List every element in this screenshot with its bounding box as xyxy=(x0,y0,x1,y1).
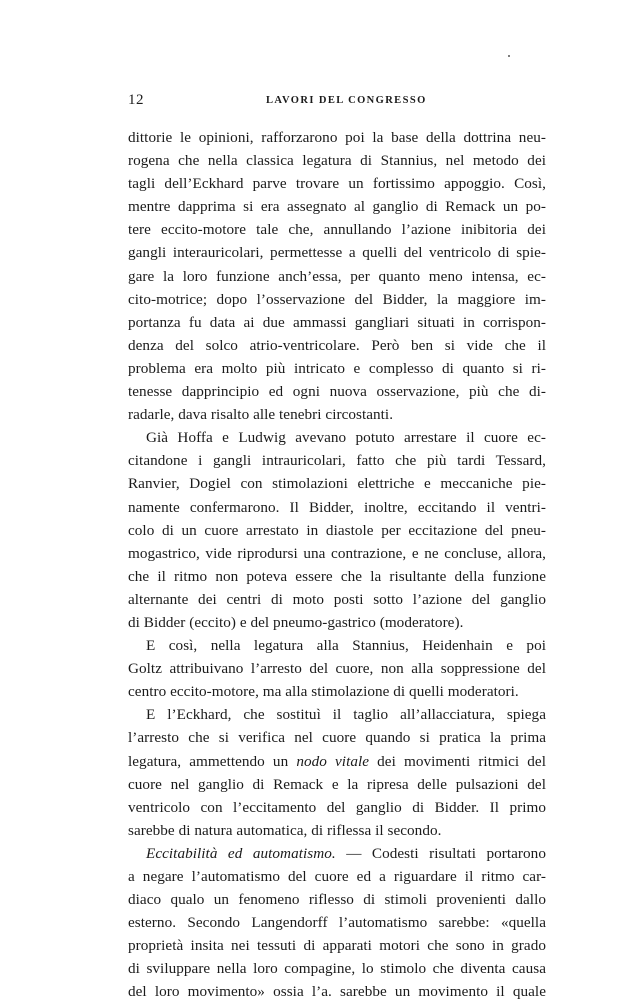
paragraph-start-line: E così, nella legatura alla Stannius, Heidenhain e poi xyxy=(146,637,546,655)
text-line: gare la loro funzione anch’essa, per quanto meno intensa, ec- xyxy=(128,267,546,285)
paper-speck xyxy=(508,55,510,57)
text-line: del loro movimento» ossia l’a. sarebbe un movimento il quale xyxy=(128,983,546,1001)
text-line: denza del solco atrio-ventricolare. Però ben si vide che il xyxy=(128,336,546,354)
text-line: portanza fu data ai due ammassi gangliari situati in corrispon- xyxy=(128,313,546,331)
text-line: tenesse dapprincipio ed ogni nuova osservazione, più che di- xyxy=(128,383,546,401)
text-segment: legatura, ammettendo un xyxy=(128,752,289,770)
paragraph-end-line: centro eccito-motore, ma alla stimolazione di quelli moderatori. xyxy=(128,683,519,701)
text-line: mogastrico, vide riprodursi una contrazione, e ne concluse, allora, xyxy=(128,544,546,562)
text-line: alternante dei centri di moto posti sotto l’azione del ganglio xyxy=(128,590,546,608)
text-line: dittorie le opinioni, rafforzarono poi la base della dottrina neu- xyxy=(128,129,546,146)
text-line: problema era molto più intricato e complesso di quanto si ri- xyxy=(128,359,546,377)
page-number: 12 xyxy=(128,92,144,108)
text-line: mentre dapprima si era assegnato al ganglio di Remack un po- xyxy=(128,198,546,216)
text-line: diaco qualo un fenomeno riflesso di stimoli provenienti dallo xyxy=(128,891,546,909)
text-line-with-emphasis xyxy=(128,750,546,773)
body-text xyxy=(128,126,546,1004)
text-line: esterno. Secondo Langendorff l’automatismo sarebbe: «quella xyxy=(128,914,546,932)
text-line: rogena che nella classica legatura di Stannius, nel metodo dei xyxy=(128,152,546,170)
text-line: tere eccito-motore tale che, annullando l’azione inibitoria dei xyxy=(128,221,546,239)
italic-term: nodo vitale xyxy=(296,752,370,770)
text-line: Ranvier, Dogiel con stimolazioni elettriche e meccaniche pie- xyxy=(128,475,546,493)
text-line: tagli dell’Eckhard parve trovare un fortissimo appoggio. Così, xyxy=(128,175,546,193)
text-line: che il ritmo non poteva essere che la risultante della funzione xyxy=(128,567,546,585)
text-line: proprietà insita nei tessuti di apparati motori che sono in grado xyxy=(128,937,546,955)
text-line: colo di un cuore arrestato in diastole per eccitazione del pneu- xyxy=(128,521,546,539)
text-line: Goltz attribuivano l’arresto del cuore, non alla soppressione del xyxy=(128,660,546,678)
text-line: l’arresto che si verifica nel cuore quando si pratica la prima xyxy=(128,729,546,747)
text-line: a negare l’automatismo del cuore ed a riguardare il ritmo car- xyxy=(128,868,546,885)
text-line: cuore nel ganglio di Remack e la ripresa delle pulsazioni del xyxy=(128,775,546,793)
text-line: gangli interauricolari, permettesse a quelli del ventricolo di spie- xyxy=(128,244,546,262)
paragraph-end-line: radarle, dava risalto alle tenebri circostanti. xyxy=(128,406,394,424)
text-segment: dei movimenti ritmici del xyxy=(377,752,546,770)
paragraph-end-line: sarebbe di natura automatica, di riflessa il secondo. xyxy=(128,821,442,839)
text-line: di sviluppare nella loro compagine, lo stimolo che diventa causa xyxy=(128,960,546,978)
running-title: LAVORI DEL CONGRESSO xyxy=(266,95,427,106)
section-heading: Eccitabilità ed automatismo. xyxy=(146,844,336,862)
page-header xyxy=(128,92,546,112)
text-line: namente confermarono. Il Bidder, inoltre, eccitando il ventri- xyxy=(128,498,546,516)
text-line: cito-motrice; dopo l’osservazione del Bidder, la maggiore im- xyxy=(128,290,546,308)
paragraph-start-line: E l’Eckhard, che sostituì il taglio all’allacciatura, spiega xyxy=(146,706,546,724)
paragraph-end-line: di Bidder (eccito) e del pneumo-gastrico (moderatore). xyxy=(128,613,464,631)
text-line: ventricolo con l’eccitamento del ganglio di Bidder. Il primo xyxy=(128,798,546,816)
paragraph-start-line: Già Hoffa e Ludwig avevano potuto arrestare il cuore ec- xyxy=(146,429,546,447)
section-heading-line xyxy=(128,842,546,865)
text-line: citandone i gangli intrauricolari, fatto che più tardi Tessard, xyxy=(128,452,546,470)
text-segment: — Codesti risultati portarono xyxy=(346,844,546,862)
